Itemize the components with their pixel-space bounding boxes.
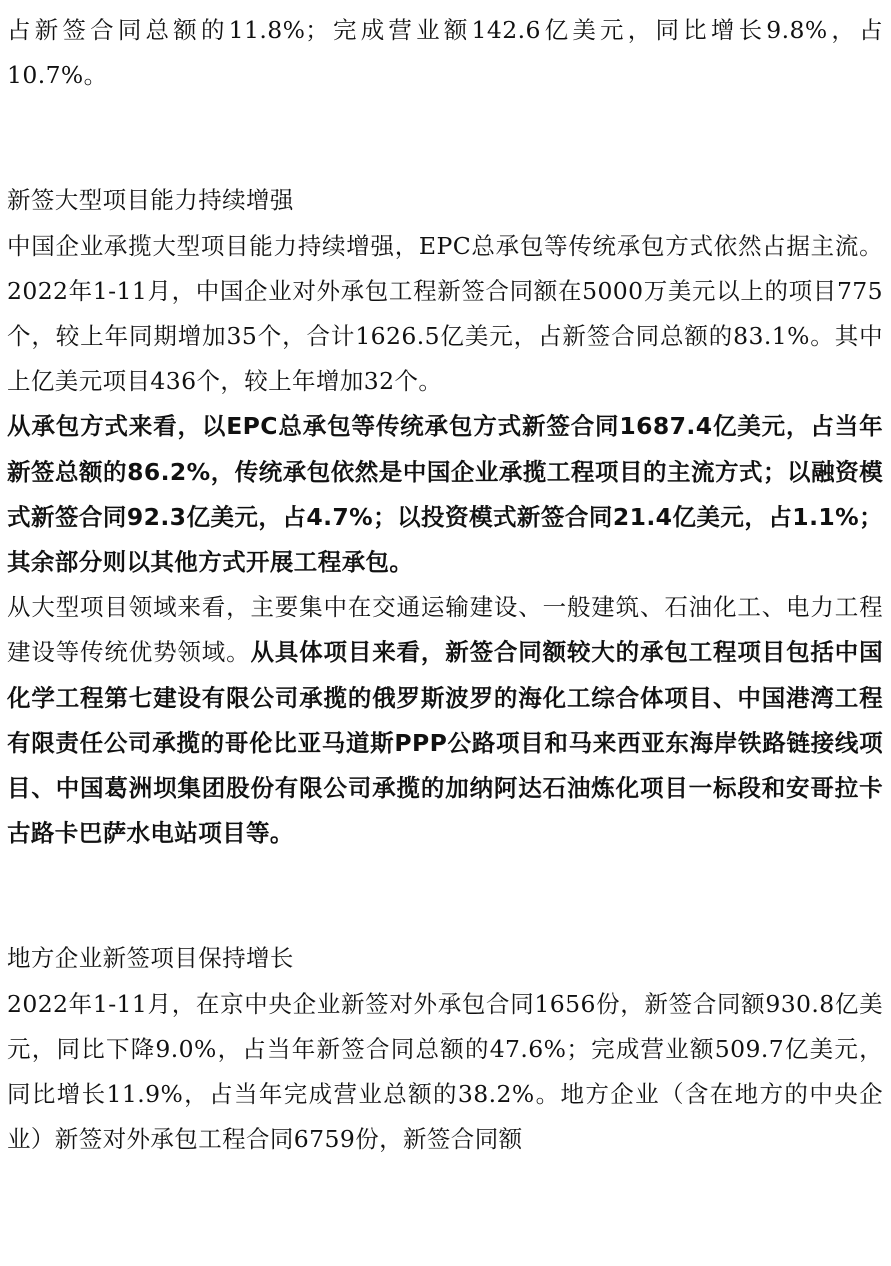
specific-projects-text: 从具体项目来看，新签合同额较大的承包工程项目包括中国化学工程第七建设有限公司承揽的俄罗斯波罗的海化工综合体项目、中国港湾工程有限责任公司承揽的哥伦比亚马道斯PPP公路项目和马来西亚东海岸铁路链接线项目、中国葛洲坝集团股份有限公司承揽的加纳阿达石油炼化项目一标段和安哥拉卡古路卡巴萨水电站项目等。	[7, 638, 884, 848]
local-enterprises-paragraph: 2022年1-11月，在京中央企业新签对外承包合同1656份，新签合同额930.8亿美元，同比下降9.0%，占当年新签合同总额的47.6%；完成营业额509.7亿美元，同比增长11.9%，占当年完成营业总额的38.2%。地方企业（含在地方的中央企业）新签对外承包工程合同6759份，新签合同额	[7, 989, 883, 1154]
large-projects-paragraph: 中国企业承揽大型项目能力持续增强，EPC总承包等传统承包方式依然占据主流。2022年1-11月，中国企业对外承包工程新签合同额在5000万美元以上的项目775个，较上年同期增加35个，合计1626.5亿美元，占新签合同总额的83.1%。其中上亿美元项目436个，较上年增加32个。	[7, 231, 883, 396]
section-heading-large-projects: 新签大型项目能力持续增强	[7, 186, 294, 215]
intro-paragraph: 占新签合同总额的11.8%；完成营业额142.6亿美元，同比增长9.8%，占10.7%。	[7, 16, 883, 90]
project-fields-text: 从大型项目领域来看，主要集中在交通运输建设、一般建筑、石油化工、电力工程建设等传统优势领域。	[7, 593, 883, 667]
contract-mode-paragraph: 从承包方式来看，以EPC总承包等传统承包方式新签合同1687.4亿美元，占当年新签总额的86.2%，传统承包依然是中国企业承揽工程项目的主流方式；以融资模式新签合同92.3亿美元，占4.7%；以投资模式新签合同21.4亿美元，占1.1%；其余部分则以其他方式开展工程承包。	[7, 412, 883, 577]
section-spacer	[7, 98, 883, 178]
document-body	[7, 8, 883, 1162]
section-spacer	[7, 856, 883, 936]
project-fields-paragraph	[7, 585, 883, 856]
section-heading-local-enterprises: 地方企业新签项目保持增长	[7, 944, 294, 973]
